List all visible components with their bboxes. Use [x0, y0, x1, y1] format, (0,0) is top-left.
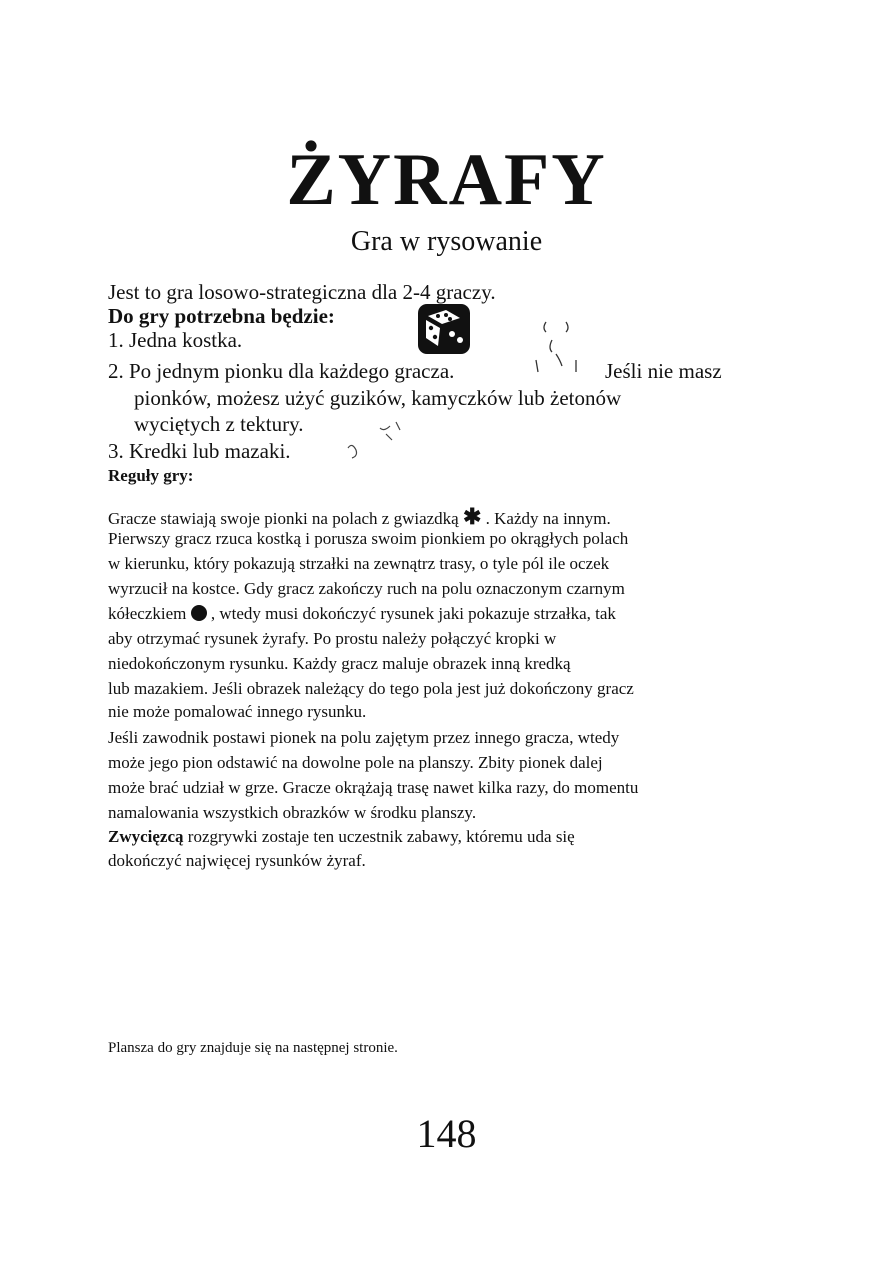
- needed-heading: Do gry potrzebna będzie:: [108, 304, 335, 328]
- black-dot-icon: [191, 605, 207, 621]
- rules-line: lub mazakiem. Jeśli obrazek należący do tego pola jest już dokończony gracz: [108, 679, 634, 698]
- item-2-line3: wyciętych z tektury.: [134, 412, 304, 436]
- rules-text: . Każdy na innym.: [485, 509, 611, 528]
- rules-line: Jeśli zawodnik postawi pionek na polu zajętym przez innego gracza, wtedy: [108, 728, 620, 747]
- rules-text-bold: Zwycięzcą: [108, 827, 184, 846]
- page-title: ŻYRAFY: [286, 139, 607, 221]
- rules-text: Gracze stawiają swoje pionki na polach z gwiazdką: [108, 509, 459, 528]
- rules-line: nie może pomalować innego rysunku.: [108, 702, 367, 721]
- dice-icon: [416, 302, 472, 356]
- rules-text: rozgrywki zostaje ten uczestnik zabawy, któremu uda się: [187, 827, 575, 846]
- item-1: 1. Jedna kostka.: [108, 328, 243, 352]
- rules-text: , wtedy musi dokończyć rysunek jaki pokazuje strzałka, tak: [210, 604, 616, 623]
- page-number: 148: [416, 1111, 477, 1156]
- rules-line: [108, 827, 575, 847]
- rules-heading: Reguły gry:: [108, 466, 194, 485]
- rules-line: namalowania wszystkich obrazków w środku planszy.: [108, 803, 477, 822]
- rules-line: może jego pion odstawić na dowolne pole na planszy. Zbity pionek dalej: [108, 753, 603, 772]
- rules-line: [108, 504, 611, 530]
- page-subtitle: Gra w rysowanie: [350, 226, 543, 257]
- rules-line: [108, 604, 616, 624]
- item-2: 2. Po jednym pionku dla każdego gracza.: [108, 359, 455, 383]
- crayon-sketch-icon: [340, 418, 410, 464]
- pawn-sketch-icon: [532, 318, 582, 378]
- item-2-line2: pionków, możesz użyć guzików, kamyczków lub żetonów: [134, 386, 622, 410]
- rules-line: Pierwszy gracz rzuca kostką i porusza swoim pionkiem po okrągłych polach: [108, 529, 629, 548]
- star-icon: ✱: [462, 504, 482, 529]
- rules-line: może brać udział w grze. Gracze okrążają trasę nawet kilka razy, do momentu: [108, 778, 639, 797]
- item-2-cont: Jeśli nie masz: [605, 359, 722, 383]
- rules-line: dokończyć najwięcej rysunków żyraf.: [108, 851, 366, 870]
- item-3: 3. Kredki lub mazaki.: [108, 439, 291, 463]
- rules-line: niedokończonym rysunku. Każdy gracz maluje obrazek inną kredką: [108, 654, 571, 673]
- intro-text: Jest to gra losowo-strategiczna dla 2-4 graczy.: [108, 280, 496, 304]
- rules-line: wyrzucił na kostce. Gdy gracz zakończy ruch na polu oznaczonym czarnym: [108, 579, 625, 598]
- rules-line: w kierunku, który pokazują strzałki na zewnątrz trasy, o tyle pól ile oczek: [108, 554, 610, 573]
- rules-line: aby otrzymać rysunek żyrafy. Po prostu należy połączyć kropki w: [108, 629, 557, 648]
- rules-text: kółeczkiem: [108, 604, 187, 623]
- footnote: Plansza do gry znajduje się na następnej stronie.: [108, 1040, 398, 1056]
